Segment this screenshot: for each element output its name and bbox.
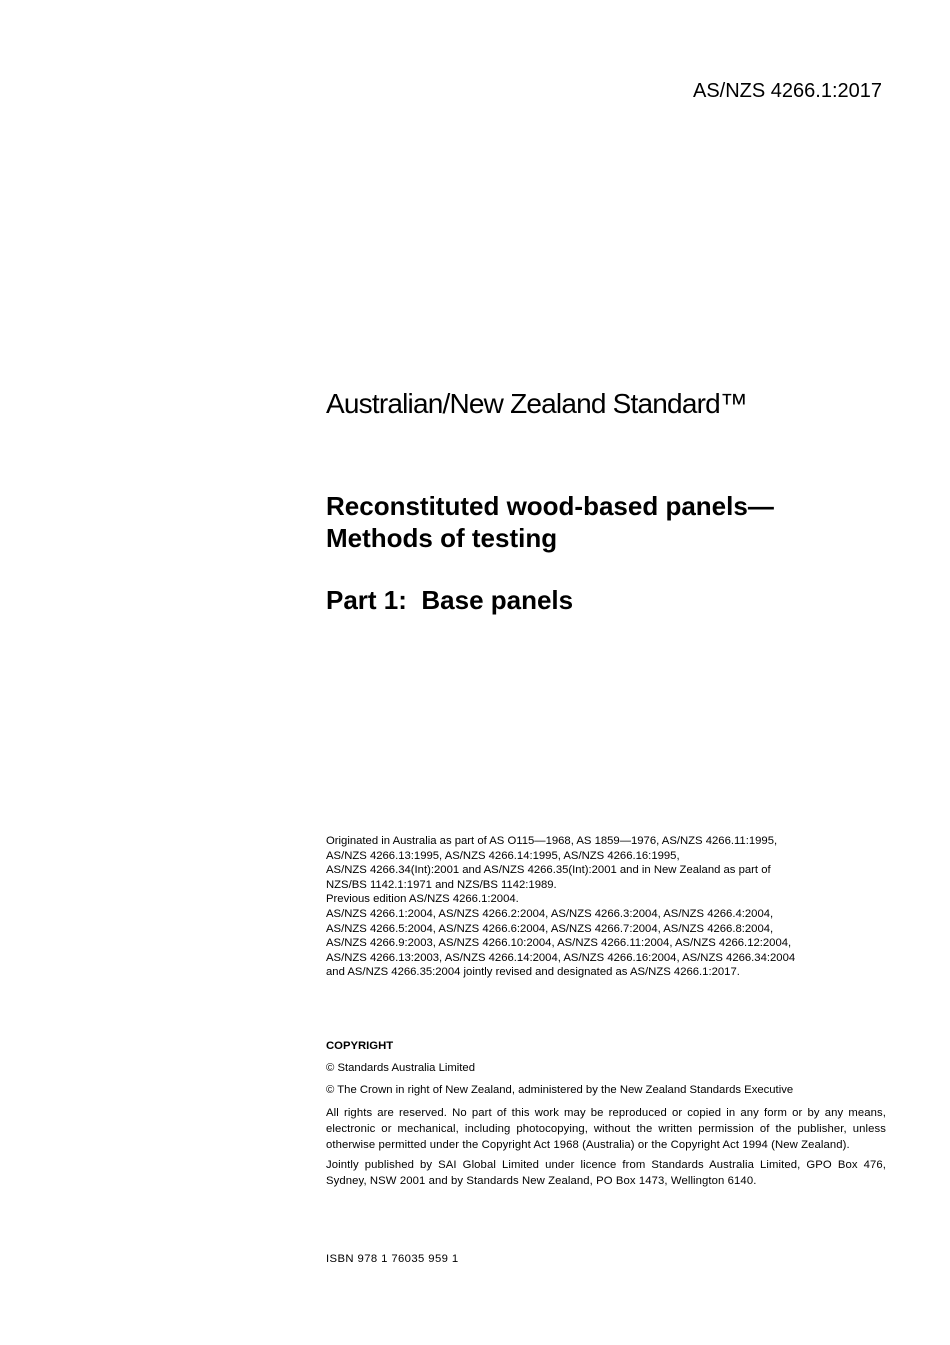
publisher-statement: Jointly published by SAI Global Limited under licence from Standards Australia Limited, GPO Box 476, Sydney, NSW 2001 and by Standards New Zealand, PO Box 1473, Wellington 6140. xyxy=(326,1159,886,1188)
copyright-holder-new-zealand: © The Crown in right of New Zealand, administered by the New Zealand Standards Executive xyxy=(326,1084,794,1097)
title-line-2: Methods of testing xyxy=(326,523,558,553)
rights-statement: All rights are reserved. No part of this work may be reproduced or copied in any form or by any means, electronic or mechanical, including photocopying, without the written permission of the publisher, unless otherwise permitted under the Copyright Act 1968 (Australia) or the Copyright Act 1994 (New Zealand). xyxy=(326,1106,886,1152)
origin-line: AS/NZS 4266.1:2004, AS/NZS 4266.2:2004, AS/NZS 4266.3:2004, AS/NZS 4266.4:2004, xyxy=(326,907,774,920)
copyright-section xyxy=(326,1038,886,1194)
document-title xyxy=(326,490,774,554)
origin-line: AS/NZS 4266.13:1995, AS/NZS 4266.14:1995, AS/NZS 4266.16:1995, xyxy=(326,849,680,862)
standard-number: AS/NZS 4266.1:2017 xyxy=(692,80,882,102)
origin-line: AS/NZS 4266.13:2003, AS/NZS 4266.14:2004, AS/NZS 4266.16:2004, AS/NZS 4266.34:2004 xyxy=(326,951,796,964)
copyright-heading: COPYRIGHT xyxy=(326,1040,394,1052)
origin-line: NZS/BS 1142.1:1971 and NZS/BS 1142:1989. xyxy=(326,878,557,891)
origin-statement xyxy=(326,834,886,980)
origin-line: AS/NZS 4266.9:2003, AS/NZS 4266.10:2004, AS/NZS 4266.11:2004, AS/NZS 4266.12:2004, xyxy=(326,937,792,950)
origin-line: AS/NZS 4266.5:2004, AS/NZS 4266.6:2004, AS/NZS 4266.7:2004, AS/NZS 4266.8:2004, xyxy=(326,922,774,935)
origin-line: AS/NZS 4266.34(Int):2001 and AS/NZS 4266.35(Int):2001 and in New Zealand as part of xyxy=(326,864,771,877)
origin-line: Originated in Australia as part of AS O115—1968, AS 1859—1976, AS/NZS 4266.11:1995, xyxy=(326,835,778,847)
copyright-holder-australia: © Standards Australia Limited xyxy=(326,1062,475,1075)
origin-line: and AS/NZS 4266.35:2004 jointly revised and designated as AS/NZS 4266.1:2017. xyxy=(326,966,740,979)
isbn: ISBN 978 1 76035 959 1 xyxy=(326,1253,459,1265)
origin-line: Previous edition AS/NZS 4266.1:2004. xyxy=(326,893,519,906)
part-title: Part 1: Base panels xyxy=(326,585,574,615)
standard-label: Australian/New Zealand Standard™ xyxy=(326,388,748,419)
title-line-1: Reconstituted wood-based panels— xyxy=(326,491,774,521)
